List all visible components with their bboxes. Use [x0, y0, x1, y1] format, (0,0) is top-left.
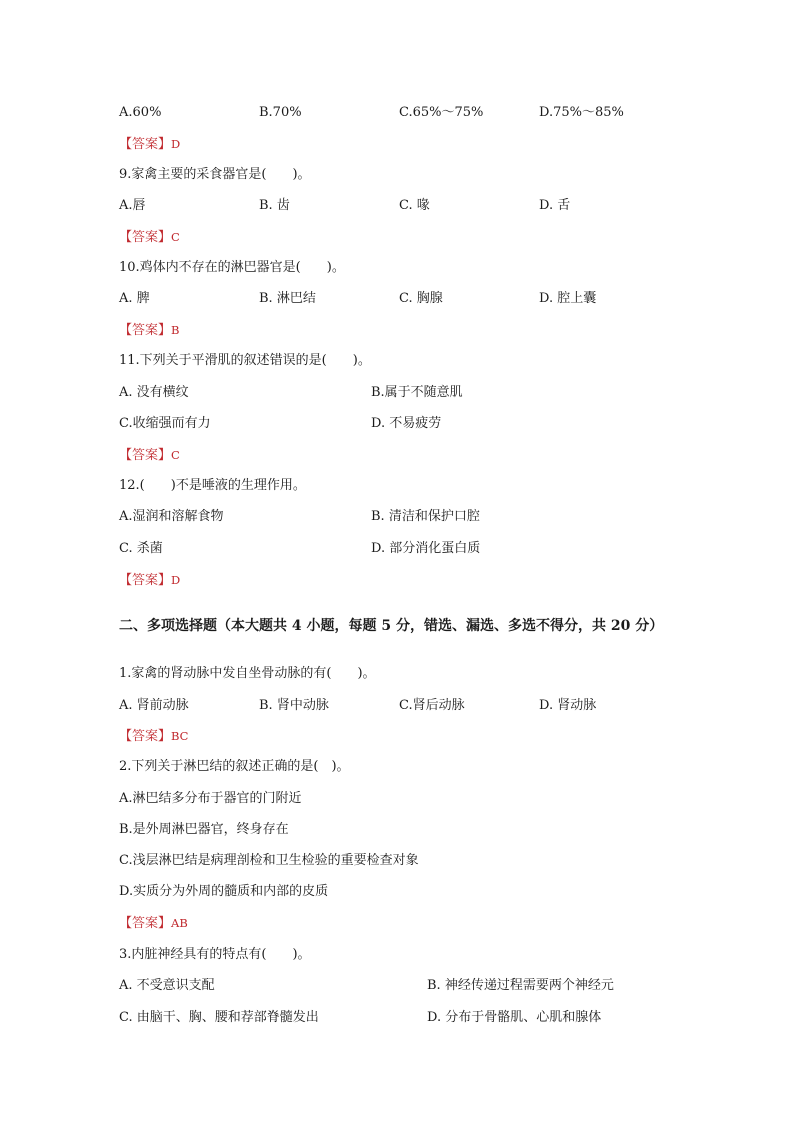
option-b: B. 神经传递过程需要两个神经元 [427, 978, 614, 993]
answer-line [119, 321, 179, 340]
option-a: A. 脾 [119, 291, 150, 306]
question-stem: 10.鸡体内不存在的淋巴器官是( )。 [119, 260, 345, 275]
option-c: C.浅层淋巴结是病理剖检和卫生检验的重要检查对象 [119, 853, 419, 868]
answer-tag: 【答案】 [119, 137, 172, 152]
question-stem: 11.下列关于平滑肌的叙述错误的是( )。 [119, 353, 371, 368]
answer-tag: 【答案】 [119, 323, 172, 338]
option-d: D. 肾动脉 [539, 698, 597, 713]
answer-tag: 【答案】 [119, 729, 172, 744]
option-c: C. 胸腺 [399, 291, 443, 306]
option-d: D.实质分为外周的髓质和内部的皮质 [119, 884, 329, 899]
option-d: D. 腔上囊 [539, 291, 597, 306]
option-c: C. 喙 [399, 198, 430, 213]
option-b: B. 肾中动脉 [259, 698, 329, 713]
answer-value: D [171, 573, 181, 587]
option-c: C.收缩强而有力 [119, 416, 211, 431]
answer-value: AB [171, 916, 188, 930]
question-stem: 3.内脏神经具有的特点有( )。 [119, 947, 311, 962]
option-b: B. 清洁和保护口腔 [371, 509, 480, 524]
option-c: C.65%～75% [399, 105, 484, 120]
option-a: A.唇 [119, 198, 146, 213]
option-d: D. 分布于骨骼肌、心肌和腺体 [427, 1010, 602, 1025]
option-d: D. 舌 [539, 198, 571, 213]
option-b: B. 淋巴结 [259, 291, 316, 306]
option-a: A.湿润和溶解食物 [119, 509, 224, 524]
question-stem: 1.家禽的肾动脉中发自坐骨动脉的有( )。 [119, 666, 376, 681]
question-stem: 9.家禽主要的采食器官是( )。 [119, 167, 311, 182]
answer-line [119, 571, 180, 590]
option-a: A. 肾前动脉 [119, 698, 189, 713]
option-d: D. 不易疲劳 [371, 416, 442, 431]
option-a: A. 没有横纹 [119, 385, 189, 400]
option-a: A. 不受意识支配 [119, 978, 215, 993]
answer-tag: 【答案】 [119, 573, 172, 588]
option-b: B.是外周淋巴器官，终身存在 [119, 822, 289, 837]
option-b: B. 齿 [259, 198, 290, 213]
question-stem: 2.下列关于淋巴结的叙述正确的是( )。 [119, 759, 350, 774]
answer-line [119, 727, 188, 746]
answer-value: C [171, 448, 180, 462]
option-a: A.60% [119, 105, 162, 120]
answer-tag: 【答案】 [119, 916, 172, 931]
section-heading: 二、多项选择题（本大题共 4 小题，每题 5 分，错选、漏选、多选不得分，共 20 分） [119, 618, 664, 634]
question-stem: 12.( )不是唾液的生理作用。 [119, 478, 306, 493]
option-d: D. 部分消化蛋白质 [371, 541, 481, 556]
answer-line [119, 228, 180, 247]
answer-value: C [171, 230, 180, 244]
answer-line [119, 446, 180, 465]
answer-tag: 【答案】 [119, 448, 172, 463]
option-b: B.属于不随意肌 [371, 385, 463, 400]
option-b: B.70% [259, 105, 302, 120]
answer-value: B [171, 323, 180, 337]
answer-value: BC [171, 729, 189, 743]
option-c: C. 杀菌 [119, 541, 163, 556]
option-c: C.肾后动脉 [399, 698, 465, 713]
option-c: C. 由脑干、胸、腰和荐部脊髓发出 [119, 1010, 319, 1025]
answer-line [119, 914, 188, 933]
answer-value: D [171, 137, 181, 151]
answer-line [119, 135, 180, 154]
option-d: D.75%～85% [539, 105, 624, 120]
answer-tag: 【答案】 [119, 230, 172, 245]
option-a: A.淋巴结多分布于器官的门附近 [119, 791, 302, 806]
